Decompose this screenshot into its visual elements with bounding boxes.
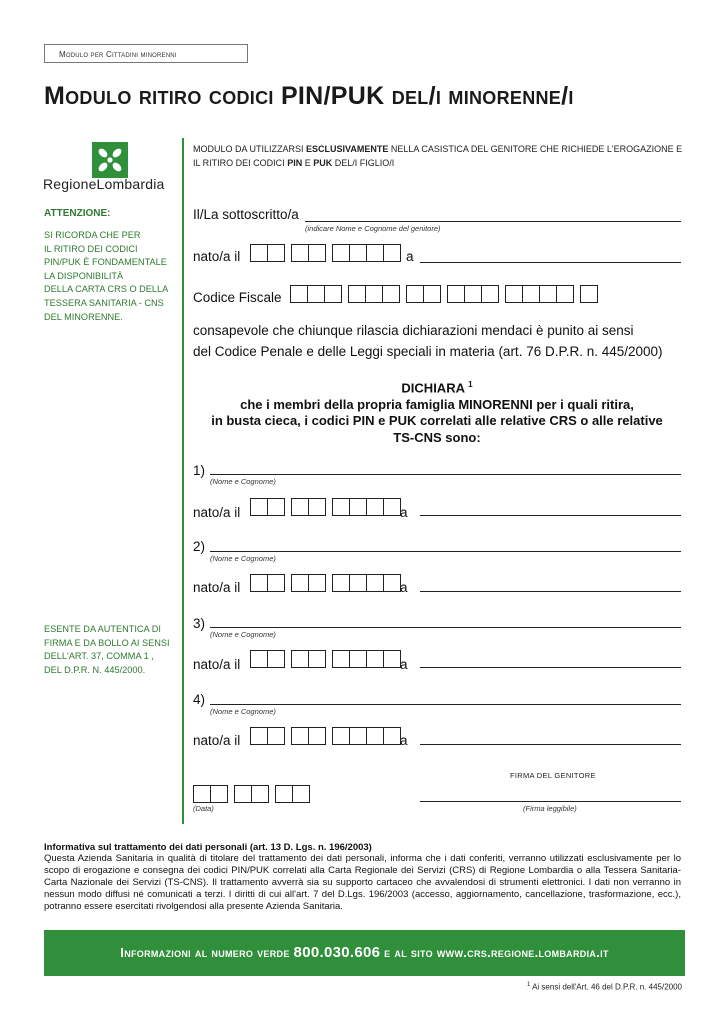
attention-line: IL RITIRO DEI CODICI bbox=[44, 243, 138, 254]
parent-signature-label: FIRMA DEL GENITORE bbox=[510, 771, 596, 780]
attention-line: DELLA CARTA CRS O DELLA bbox=[44, 284, 169, 295]
minor-name-hint: (Nome e Cognome) bbox=[210, 707, 276, 716]
character-box[interactable] bbox=[291, 650, 309, 668]
character-box[interactable] bbox=[267, 650, 285, 668]
minor-birthdate-field[interactable] bbox=[250, 727, 401, 745]
minor-birthplace-field[interactable] bbox=[420, 515, 681, 516]
minor-place-label: a bbox=[400, 657, 408, 672]
minor-number: 1) bbox=[193, 463, 206, 478]
character-box[interactable] bbox=[366, 650, 384, 668]
character-box-group bbox=[332, 498, 401, 516]
character-box[interactable] bbox=[366, 244, 384, 262]
character-box-group bbox=[291, 498, 326, 516]
character-box-group bbox=[291, 244, 326, 262]
exemption-line: DEL D.P.R. N. 445/2000. bbox=[44, 664, 146, 675]
character-box[interactable] bbox=[383, 498, 401, 516]
character-box[interactable] bbox=[383, 244, 401, 262]
minor-name-hint: (Nome e Cognome) bbox=[210, 477, 276, 486]
character-box-group bbox=[290, 285, 342, 303]
character-box[interactable] bbox=[193, 785, 211, 803]
character-box[interactable] bbox=[556, 285, 574, 303]
character-box[interactable] bbox=[308, 574, 326, 592]
intro-emphasis: PIN bbox=[287, 158, 303, 168]
character-box-group bbox=[193, 785, 228, 803]
minor-birthdate-field[interactable] bbox=[250, 650, 401, 668]
exemption-note bbox=[44, 623, 170, 677]
footnote bbox=[527, 982, 682, 992]
minor-birthplace-field[interactable] bbox=[420, 667, 681, 668]
character-box[interactable] bbox=[332, 650, 350, 668]
character-box[interactable] bbox=[366, 727, 384, 745]
minor-name-hint: (Nome e Cognome) bbox=[210, 554, 276, 563]
character-box[interactable] bbox=[210, 785, 228, 803]
character-box[interactable] bbox=[290, 285, 308, 303]
signature-hint: (Firma leggibile) bbox=[523, 804, 577, 813]
intro-text: DEL/I FIGLIO/I bbox=[332, 158, 395, 168]
character-box-group bbox=[505, 285, 574, 303]
character-box[interactable] bbox=[539, 285, 557, 303]
character-box-group bbox=[275, 785, 310, 803]
character-box-group bbox=[406, 285, 441, 303]
minor-birthdate-field[interactable] bbox=[250, 498, 401, 516]
character-box[interactable] bbox=[349, 498, 367, 516]
character-box-group bbox=[250, 574, 285, 592]
minor-name-field[interactable] bbox=[210, 704, 681, 705]
attention-line: SI RICORDA CHE PER bbox=[44, 230, 141, 240]
minor-name-field[interactable] bbox=[210, 474, 681, 475]
character-box[interactable] bbox=[324, 285, 342, 303]
declaration-block bbox=[193, 377, 681, 446]
character-box[interactable] bbox=[250, 650, 268, 668]
character-box-group bbox=[332, 574, 401, 592]
character-box-group bbox=[332, 650, 401, 668]
character-box[interactable] bbox=[234, 785, 252, 803]
character-box[interactable] bbox=[267, 574, 285, 592]
section-divider bbox=[182, 138, 184, 824]
minor-name-field[interactable] bbox=[210, 627, 681, 628]
footnote-text: Ai sensi dell'Art. 46 del D.P.R. n. 445/2000 bbox=[530, 982, 682, 992]
statement-line: del Codice Penale e delle Leggi speciali in materia (art. 76 D.P.R. n. 445/2000) bbox=[193, 344, 663, 359]
character-box[interactable] bbox=[383, 574, 401, 592]
character-box-group bbox=[250, 727, 285, 745]
exemption-line: FIRMA E DA BOLLO AI SENSI bbox=[44, 637, 170, 648]
minor-born-label: nato/a il bbox=[193, 733, 241, 748]
page-title: Modulo ritiro codici PIN/PUK del/i minorenne/i bbox=[44, 82, 574, 110]
attention-line: TESSERA SANITARIA - CNS bbox=[44, 297, 164, 308]
minor-birthplace-field[interactable] bbox=[420, 744, 681, 745]
website-link[interactable]: www.crs.regione.lombardia.it bbox=[436, 945, 609, 960]
character-box[interactable] bbox=[291, 498, 309, 516]
character-box[interactable] bbox=[308, 650, 326, 668]
character-box[interactable] bbox=[580, 285, 598, 303]
declaration-line: TS-CNS sono: bbox=[393, 429, 481, 445]
character-box[interactable] bbox=[481, 285, 499, 303]
character-box[interactable] bbox=[366, 498, 384, 516]
parent-place-label: a bbox=[406, 249, 414, 264]
toll-free-number: 800.030.606 bbox=[293, 944, 381, 961]
minor-born-label: nato/a il bbox=[193, 657, 241, 672]
attention-line: LA DISPONIBILITÀ bbox=[44, 270, 124, 281]
parent-born-label: nato/a il bbox=[193, 249, 241, 264]
statement-line: consapevole che chiunque rilascia dichiarazioni mendaci è punito ai sensi bbox=[193, 323, 634, 338]
character-box[interactable] bbox=[348, 285, 366, 303]
character-box[interactable] bbox=[291, 727, 309, 745]
character-box[interactable] bbox=[332, 244, 350, 262]
privacy-text: Questa Azienda Sanitaria in qualità di titolare del trattamento dei dati personali, informa che i dati conferiti, verranno utilizzati esclusivamente per lo scopo di erogazione e consegna dei codici PIN/PUK correlati alla Carta Regionale dei Servizi (CRS) di Regione Lombardia o alla Tessera Sanitaria-Carta Nazionale dei Servizi (TS-CNS). Il trattamento avverrà sia su supporto cartaceo che avvalendosi di strumenti elettronici. I dati non verranno in nessun modo diffusi né comunicati a terzi. I diritti di cui all'art. 7 del D.Lgs. 196/2003 (accesso, aggiornamento, cancellazione, trasformazione, ecc.), potranno essere esercitati rivolgendosi alla presente Azienda Sanitaria. bbox=[44, 853, 681, 912]
intro-emphasis: ESCLUSIVAMENTE bbox=[306, 144, 389, 154]
minor-born-label: nato/a il bbox=[193, 505, 241, 520]
character-box[interactable] bbox=[349, 727, 367, 745]
character-box-group bbox=[580, 285, 598, 303]
minor-born-label: nato/a il bbox=[193, 580, 241, 595]
character-box[interactable] bbox=[522, 285, 540, 303]
character-box[interactable] bbox=[366, 574, 384, 592]
character-box[interactable] bbox=[464, 285, 482, 303]
character-box-group bbox=[447, 285, 499, 303]
character-box[interactable] bbox=[447, 285, 465, 303]
intro-emphasis: PUK bbox=[313, 158, 333, 168]
privacy-title: Informativa sul trattamento dei dati personali (art. 13 D. Lgs. n. 196/2003) bbox=[44, 842, 372, 853]
logo-wordmark: RegioneLombardia bbox=[43, 176, 165, 192]
declaration-heading bbox=[193, 377, 681, 397]
exemption-line: DELL'ART. 37, COMMA 1 , bbox=[44, 651, 154, 662]
character-box-group bbox=[291, 727, 326, 745]
character-box-group bbox=[291, 650, 326, 668]
character-box-group bbox=[332, 727, 401, 745]
character-box[interactable] bbox=[267, 727, 285, 745]
tax-code-field[interactable] bbox=[290, 285, 598, 303]
parent-name-hint: (indicare Nome e Cognome del genitore) bbox=[305, 224, 441, 233]
exemption-line: ESENTE DA AUTENTICA DI bbox=[44, 624, 161, 634]
attention-note bbox=[44, 229, 168, 324]
declaration-title: DICHIARA bbox=[401, 380, 465, 396]
undersigned-label: Il/La sottoscritto/a bbox=[193, 207, 299, 222]
usage-note bbox=[193, 142, 685, 170]
character-box-group bbox=[250, 650, 285, 668]
minor-name-field[interactable] bbox=[210, 551, 681, 552]
character-box[interactable] bbox=[349, 574, 367, 592]
banner-text: e al sito bbox=[380, 945, 437, 960]
module-type-label: Modulo per Cittadini minorenni bbox=[44, 44, 248, 63]
minor-number: 4) bbox=[193, 692, 206, 707]
character-box[interactable] bbox=[332, 727, 350, 745]
footnote-mark: 1 bbox=[526, 982, 531, 988]
parent-birthplace-field[interactable] bbox=[420, 262, 681, 263]
minor-place-label: a bbox=[400, 580, 408, 595]
character-box[interactable] bbox=[291, 574, 309, 592]
attention-line: PIN/PUK È FONDAMENTALE bbox=[44, 257, 167, 268]
date-field[interactable] bbox=[193, 785, 310, 803]
parent-signature-field[interactable] bbox=[420, 801, 681, 802]
date-hint: (Data) bbox=[193, 804, 214, 813]
footnote-mark: 1 bbox=[468, 380, 473, 389]
minor-number: 3) bbox=[193, 616, 206, 631]
character-box[interactable] bbox=[307, 285, 325, 303]
character-box-group bbox=[250, 244, 285, 262]
character-box[interactable] bbox=[505, 285, 523, 303]
liability-statement bbox=[193, 320, 663, 362]
declaration-line: in busta cieca, i codici PIN e PUK correlati alle relative CRS o alle relative bbox=[211, 413, 663, 429]
minor-birthdate-field[interactable] bbox=[250, 574, 401, 592]
minor-birthplace-field[interactable] bbox=[420, 591, 681, 592]
character-box[interactable] bbox=[250, 727, 268, 745]
parent-name-field[interactable] bbox=[305, 221, 681, 222]
character-box[interactable] bbox=[308, 498, 326, 516]
parent-birthdate-field[interactable] bbox=[250, 244, 401, 262]
character-box[interactable] bbox=[275, 785, 293, 803]
character-box[interactable] bbox=[267, 498, 285, 516]
character-box-group bbox=[332, 244, 401, 262]
attention-line: DEL MINORENNE. bbox=[44, 311, 123, 322]
character-box-group bbox=[234, 785, 269, 803]
character-box[interactable] bbox=[349, 650, 367, 668]
attention-heading: ATTENZIONE: bbox=[44, 208, 111, 219]
minor-place-label: a bbox=[400, 505, 408, 520]
character-box[interactable] bbox=[383, 727, 401, 745]
character-box[interactable] bbox=[308, 244, 326, 262]
character-box[interactable] bbox=[383, 650, 401, 668]
character-box-group bbox=[291, 574, 326, 592]
intro-text: NELLA CASISTICA DEL GENITORE CHE RICHIEDE L'EROGAZIONE E IL RITIRO DEI CODICI bbox=[193, 144, 683, 168]
banner-text: Informazioni al numero verde bbox=[120, 945, 294, 960]
tax-code-label: Codice Fiscale bbox=[193, 290, 282, 305]
character-box[interactable] bbox=[349, 244, 367, 262]
region-lombardia-logo-icon bbox=[92, 142, 128, 178]
intro-text: E bbox=[302, 158, 314, 168]
minor-place-label: a bbox=[400, 733, 408, 748]
character-box-group bbox=[250, 498, 285, 516]
character-box[interactable] bbox=[291, 244, 309, 262]
intro-text: MODULO DA UTILIZZARSI bbox=[193, 144, 307, 154]
character-box[interactable] bbox=[332, 574, 350, 592]
character-box[interactable] bbox=[423, 285, 441, 303]
character-box[interactable] bbox=[250, 498, 268, 516]
character-box[interactable] bbox=[365, 285, 383, 303]
minor-name-hint: (Nome e Cognome) bbox=[210, 630, 276, 639]
character-box-group bbox=[348, 285, 400, 303]
character-box[interactable] bbox=[406, 285, 424, 303]
character-box[interactable] bbox=[332, 498, 350, 516]
declaration-line: che i membri della propria famiglia MINORENNI per i quali ritira, bbox=[240, 396, 634, 412]
character-box[interactable] bbox=[382, 285, 400, 303]
character-box[interactable] bbox=[250, 244, 268, 262]
minor-number: 2) bbox=[193, 539, 206, 554]
character-box[interactable] bbox=[267, 244, 285, 262]
contact-banner bbox=[44, 930, 685, 976]
character-box[interactable] bbox=[308, 727, 326, 745]
character-box[interactable] bbox=[251, 785, 269, 803]
character-box[interactable] bbox=[250, 574, 268, 592]
character-box[interactable] bbox=[292, 785, 310, 803]
